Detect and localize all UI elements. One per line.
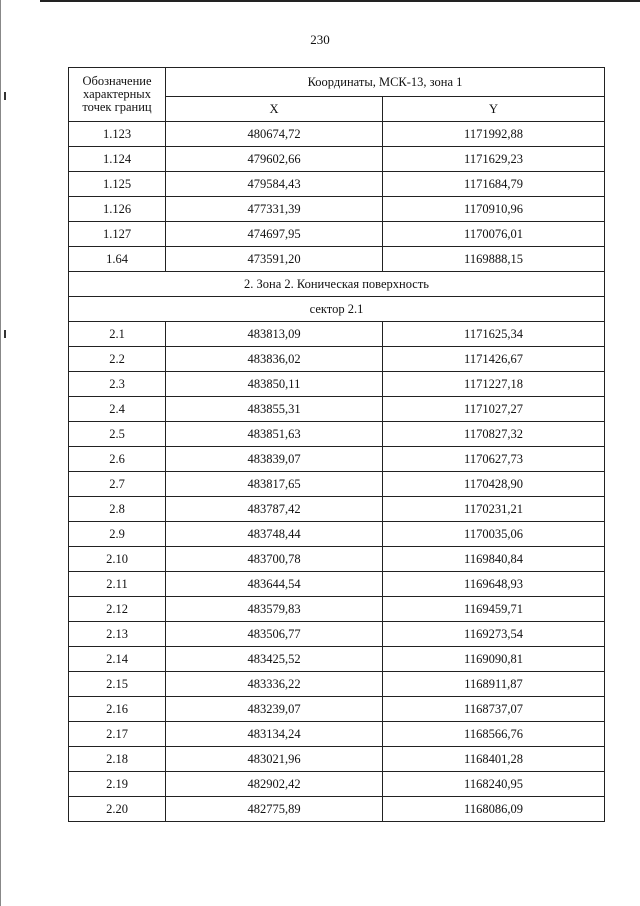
table-row <box>69 197 605 222</box>
y-coordinate-cell: 1171426,67 <box>383 347 605 372</box>
y-coordinate-cell: 1171625,34 <box>383 322 605 347</box>
sector-row <box>69 297 605 322</box>
point-id-cell: 2.3 <box>69 372 166 397</box>
point-id-cell: 2.1 <box>69 322 166 347</box>
section-row <box>69 272 605 297</box>
x-coordinate-cell: 483425,52 <box>166 647 383 672</box>
point-id-cell: 2.17 <box>69 722 166 747</box>
table-row <box>69 697 605 722</box>
point-id-cell: 1.123 <box>69 122 166 147</box>
table-row <box>69 372 605 397</box>
table-row <box>69 747 605 772</box>
table-row <box>69 772 605 797</box>
x-coordinate-cell: 483134,24 <box>166 722 383 747</box>
y-coordinate-cell: 1171684,79 <box>383 172 605 197</box>
y-coordinate-cell: 1171629,23 <box>383 147 605 172</box>
table-row <box>69 672 605 697</box>
table-row <box>69 472 605 497</box>
x-coordinate-cell: 482775,89 <box>166 797 383 822</box>
y-coordinate-cell: 1168240,95 <box>383 772 605 797</box>
table-row <box>69 322 605 347</box>
table-row <box>69 597 605 622</box>
y-coordinate-cell: 1168566,76 <box>383 722 605 747</box>
point-id-cell: 2.20 <box>69 797 166 822</box>
table-row <box>69 397 605 422</box>
point-id-cell: 1.124 <box>69 147 166 172</box>
table-row <box>69 722 605 747</box>
table-header-row <box>69 68 605 97</box>
point-id-cell: 2.19 <box>69 772 166 797</box>
y-coordinate-cell: 1169648,93 <box>383 572 605 597</box>
point-id-cell: 1.126 <box>69 197 166 222</box>
point-id-cell: 1.127 <box>69 222 166 247</box>
y-coordinate-cell: 1169459,71 <box>383 597 605 622</box>
x-coordinate-cell: 483836,02 <box>166 347 383 372</box>
y-coordinate-cell: 1168911,87 <box>383 672 605 697</box>
x-coordinate-cell: 483855,31 <box>166 397 383 422</box>
point-id-cell: 2.13 <box>69 622 166 647</box>
coordinates-table <box>68 67 605 822</box>
y-coordinate-cell: 1170910,96 <box>383 197 605 222</box>
section-title: 2. Зона 2. Коническая поверхность <box>69 272 605 297</box>
x-coordinate-cell: 483506,77 <box>166 622 383 647</box>
scan-mark <box>4 330 6 338</box>
x-coordinate-cell: 482902,42 <box>166 772 383 797</box>
x-coordinate-cell: 483817,65 <box>166 472 383 497</box>
coordinates-header: Координаты, МСК-13, зона 1 <box>166 68 605 97</box>
y-coordinate-cell: 1168086,09 <box>383 797 605 822</box>
table-row <box>69 347 605 372</box>
x-coordinate-cell: 483579,83 <box>166 597 383 622</box>
y-coordinate-cell: 1170076,01 <box>383 222 605 247</box>
y-coordinate-cell: 1171227,18 <box>383 372 605 397</box>
y-coordinate-cell: 1169090,81 <box>383 647 605 672</box>
sector-title: сектор 2.1 <box>69 297 605 322</box>
point-id-cell: 1.64 <box>69 247 166 272</box>
table-row <box>69 497 605 522</box>
table-row <box>69 797 605 822</box>
y-coordinate-cell: 1170231,21 <box>383 497 605 522</box>
point-id-cell: 2.7 <box>69 472 166 497</box>
y-coordinate-cell: 1169273,54 <box>383 622 605 647</box>
point-id-cell: 2.10 <box>69 547 166 572</box>
x-coordinate-cell: 483021,96 <box>166 747 383 772</box>
point-id-cell: 2.9 <box>69 522 166 547</box>
point-id-cell: 1.125 <box>69 172 166 197</box>
table-row <box>69 222 605 247</box>
table-row <box>69 547 605 572</box>
zone1-rows <box>69 122 605 272</box>
y-coordinate-cell: 1168737,07 <box>383 697 605 722</box>
table-row <box>69 447 605 472</box>
point-id-cell: 2.4 <box>69 397 166 422</box>
point-id-cell: 2.2 <box>69 347 166 372</box>
table-row <box>69 247 605 272</box>
zone2-rows <box>69 322 605 822</box>
x-coordinate-cell: 483850,11 <box>166 372 383 397</box>
x-coordinate-cell: 483851,63 <box>166 422 383 447</box>
x-coordinate-cell: 483700,78 <box>166 547 383 572</box>
x-coordinate-cell: 474697,95 <box>166 222 383 247</box>
x-header: X <box>166 97 383 122</box>
y-coordinate-cell: 1170035,06 <box>383 522 605 547</box>
x-coordinate-cell: 473591,20 <box>166 247 383 272</box>
x-coordinate-cell: 483787,42 <box>166 497 383 522</box>
point-id-cell: 2.16 <box>69 697 166 722</box>
page-number: 230 <box>310 32 330 47</box>
table-row <box>69 122 605 147</box>
point-id-cell: 2.6 <box>69 447 166 472</box>
y-coordinate-cell: 1170428,90 <box>383 472 605 497</box>
y-coordinate-cell: 1170627,73 <box>383 447 605 472</box>
scan-mark <box>4 92 6 100</box>
point-id-cell: 2.12 <box>69 597 166 622</box>
y-coordinate-cell: 1171027,27 <box>383 397 605 422</box>
table-row <box>69 522 605 547</box>
x-coordinate-cell: 480674,72 <box>166 122 383 147</box>
point-id-cell: 2.5 <box>69 422 166 447</box>
y-coordinate-cell: 1169840,84 <box>383 547 605 572</box>
table-row <box>69 622 605 647</box>
table-row <box>69 422 605 447</box>
point-id-cell: 2.8 <box>69 497 166 522</box>
y-coordinate-cell: 1171992,88 <box>383 122 605 147</box>
designation-header: Обозначение характерных точек границ <box>69 68 166 122</box>
x-coordinate-cell: 483839,07 <box>166 447 383 472</box>
x-coordinate-cell: 483748,44 <box>166 522 383 547</box>
table-row <box>69 572 605 597</box>
y-coordinate-cell: 1168401,28 <box>383 747 605 772</box>
y-coordinate-cell: 1169888,15 <box>383 247 605 272</box>
x-coordinate-cell: 483644,54 <box>166 572 383 597</box>
table-row <box>69 147 605 172</box>
point-id-cell: 2.14 <box>69 647 166 672</box>
x-coordinate-cell: 479602,66 <box>166 147 383 172</box>
x-coordinate-cell: 477331,39 <box>166 197 383 222</box>
scan-edge <box>0 0 1 906</box>
x-coordinate-cell: 483813,09 <box>166 322 383 347</box>
top-border-line <box>40 0 640 2</box>
y-coordinate-cell: 1170827,32 <box>383 422 605 447</box>
x-coordinate-cell: 479584,43 <box>166 172 383 197</box>
point-id-cell: 2.18 <box>69 747 166 772</box>
table-row <box>69 647 605 672</box>
x-coordinate-cell: 483336,22 <box>166 672 383 697</box>
table-row <box>69 172 605 197</box>
point-id-cell: 2.15 <box>69 672 166 697</box>
zone2-heading <box>69 272 605 322</box>
y-header: Y <box>383 97 605 122</box>
x-coordinate-cell: 483239,07 <box>166 697 383 722</box>
point-id-cell: 2.11 <box>69 572 166 597</box>
